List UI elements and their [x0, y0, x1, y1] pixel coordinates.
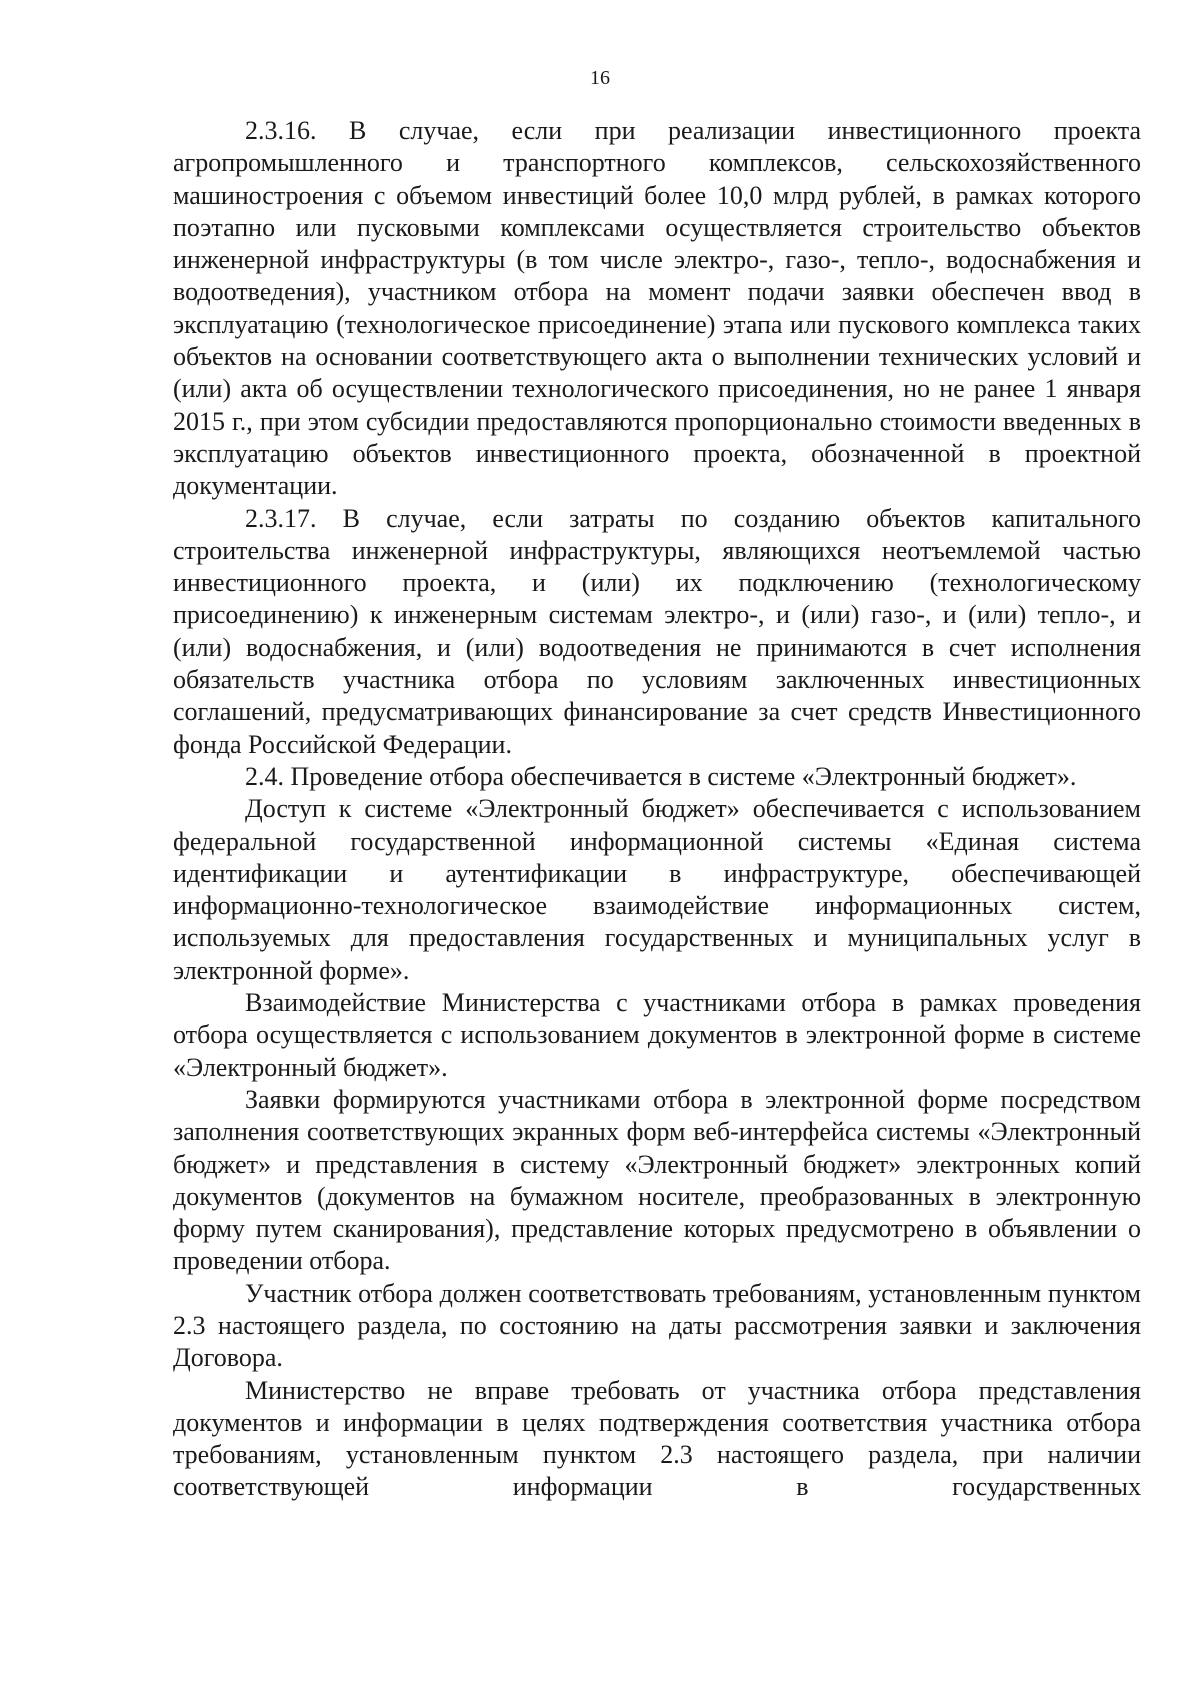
paragraph-interaction: Взаимодействие Министерства с участниками отбора в рамках проведения отбора осуществляется с использованием документов в электронной форме в системе «Электронный бюджет».	[173, 988, 1141, 1082]
document-body	[173, 115, 1141, 1504]
paragraph-2-3-16: 2.3.16. В случае, если при реализации инвестиционного проекта агропромышленного и транспортного комплексов, сельскохозяйственного машиностроения с объемом инвестиций более 10,0 млрд рублей, в рамках которого поэтапно или пусковыми комплексами осуществляется строительство объектов инженерной инфраструктуры (в том числе электро-, газо-, тепло-, водоснабжения и водоотведения), участником отбора на момент подачи заявки обеспечен ввод в эксплуатацию (технологическое присоединение) этапа или пускового комплекса таких объектов на основании соответствующего акта о выполнении технических условий и (или) акта об осуществлении технологического присоединения, но не ранее 1 января 2015 г., при этом субсидии предоставляются пропорционально стоимости введенных в эксплуатацию объектов инвестиционного проекта, обозначенной в проектной документации.	[173, 116, 1141, 501]
paragraph-2-3-17: 2.3.17. В случае, если затраты по созданию объектов капитального строительства инженерной инфраструктуры, являющихся неотъемлемой частью инвестиционного проекта, и (или) их подключению (технологическому присоединению) к инженерным системам электро-, и (или) газо-, и (или) тепло-, и (или) водоснабжения, и (или) водоотведения не принимаются в счет исполнения обязательств участника отбора по условиям заключенных инвестиционных соглашений, предусматривающих финансирование за счет средств Инвестиционного фонда Российской Федерации.	[173, 503, 1141, 759]
page-number: 16	[590, 67, 610, 89]
paragraph-applications: Заявки формируются участниками отбора в электронной форме посредством заполнения соответствующих экранных форм веб-интерфейса системы «Электронный бюджет» и представления в систему «Электронный бюджет» электронных копий документов (документов на бумажном носителе, преобразованных в электронную форму путем сканирования), представление которых предусмотрено в объявлении о проведении отбора.	[173, 1084, 1141, 1276]
paragraph-participant-requirements: Участник отбора должен соответствовать требованиям, установленным пунктом 2.3 настоящего раздела, по состоянию на даты рассмотрения заявки и заключения Договора.	[173, 1278, 1141, 1373]
paragraph-ministry-restriction: Министерство не вправе требовать от участника отбора представления документов и информации в целях подтверждения соответствия участника отбора требованиям, установленным пунктом 2.3 настоящего раздела, при наличии соответствующей информации в государственных	[173, 1375, 1141, 1502]
paragraph-2-4: 2.4. Проведение отбора обеспечивается в системе «Электронный бюджет».	[245, 761, 1077, 791]
paragraph-access: Доступ к системе «Электронный бюджет» обеспечивается с использованием федеральной государственной информационной системы «Единая система идентификации и аутентификации в инфраструктуре, обеспечивающей информационно-технологическое взаимодействие информационных систем, используемых для предоставления государственных и муниципальных услуг в электронной форме».	[173, 794, 1141, 985]
